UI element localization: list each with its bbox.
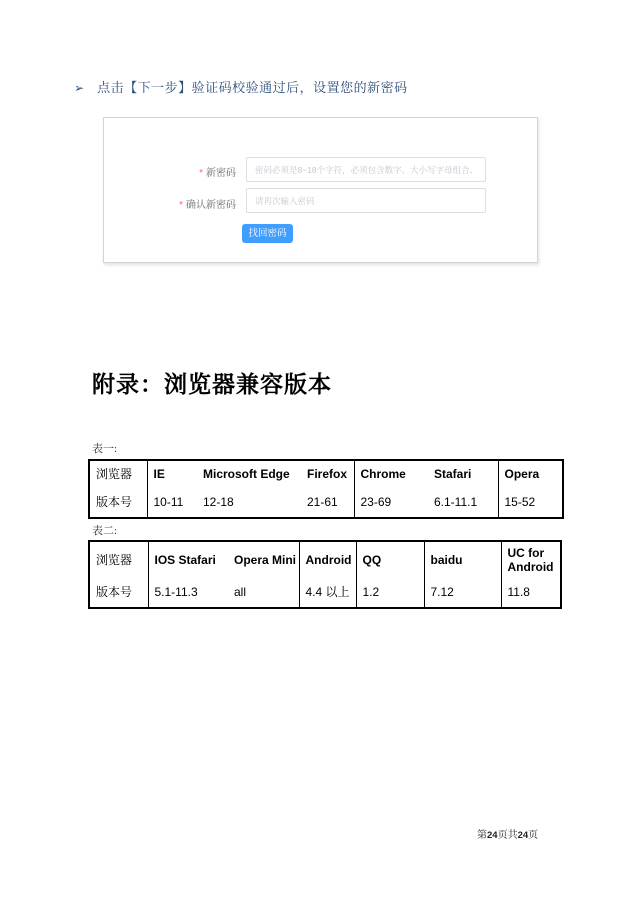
version-cell: 10-11 — [147, 489, 197, 518]
instruction-line — [74, 80, 408, 96]
browser-name-cell: baidu — [424, 541, 501, 579]
browser-row-label: 浏览器 — [96, 467, 133, 482]
instruction-text: 点击【下一步】验证码校验通过后，设置您的新密码 — [97, 80, 408, 95]
footer-total-pages: 24 — [517, 830, 529, 841]
version-cell: 1.2 — [356, 579, 424, 608]
new-password-input[interactable] — [246, 157, 486, 182]
browser-name-cell: Stafari — [434, 467, 472, 482]
page-number-footer — [477, 826, 538, 841]
version-row-label: 版本号 — [96, 495, 133, 510]
browser-compat-table-1 — [88, 459, 564, 519]
table-row — [89, 460, 563, 489]
required-asterisk: * — [199, 168, 203, 179]
footer-text: 第 — [477, 830, 487, 841]
version-cell: 6.1-11.1 — [434, 495, 478, 510]
version-cell: 12-18 — [203, 495, 234, 510]
footer-page-number: 24 — [487, 830, 498, 841]
browser-name-cell: Firefox — [307, 467, 348, 482]
table-row — [89, 541, 561, 579]
table2-caption: 表二: — [92, 525, 118, 537]
browser-name-cell: Opera Mini — [234, 552, 297, 567]
retrieve-password-button[interactable]: 找回密码 — [242, 224, 293, 243]
table-row — [89, 579, 561, 608]
version-row-label: 版本号 — [96, 585, 133, 600]
table1-caption: 表一: — [92, 443, 118, 455]
version-cell: 7.12 — [424, 579, 501, 608]
browser-name-cell: Opera — [498, 460, 563, 489]
version-cell: 21-61 — [307, 495, 338, 510]
browser-compat-table-2 — [88, 540, 562, 609]
password-reset-screenshot — [103, 117, 538, 263]
version-cell: 15-52 — [498, 489, 563, 518]
footer-text: 页 — [528, 830, 539, 841]
appendix-heading: 附录：浏览器兼容版本 — [92, 371, 332, 397]
new-password-label — [104, 164, 236, 179]
browser-name-cell: UC for Android — [501, 541, 561, 579]
version-cell: 5.1-11.3 — [148, 579, 228, 608]
version-cell: all — [234, 585, 247, 600]
browser-name-cell: IE — [147, 460, 197, 489]
browser-name-cell: Chrome — [354, 460, 428, 489]
required-asterisk: * — [179, 200, 183, 211]
confirm-password-label — [104, 196, 236, 211]
browser-name-cell: Android — [299, 541, 356, 579]
table-row — [89, 489, 563, 518]
version-cell: 11.8 — [501, 579, 561, 608]
browser-name-cell: IOS Stafari — [148, 541, 228, 579]
version-cell: 23-69 — [354, 489, 428, 518]
browser-name-cell: QQ — [356, 541, 424, 579]
browser-name-cell: Microsoft Edge — [203, 467, 290, 482]
browser-row-label: 浏览器 — [96, 552, 133, 567]
arrow-bullet-icon: ➢ — [74, 81, 85, 95]
version-cell: 4.4 以上 — [299, 579, 356, 608]
confirm-password-input[interactable] — [246, 188, 486, 213]
footer-text: 页共 — [497, 830, 518, 841]
confirm-password-label-text: 确认新密码 — [186, 200, 236, 211]
new-password-label-text: 新密码 — [206, 168, 236, 179]
